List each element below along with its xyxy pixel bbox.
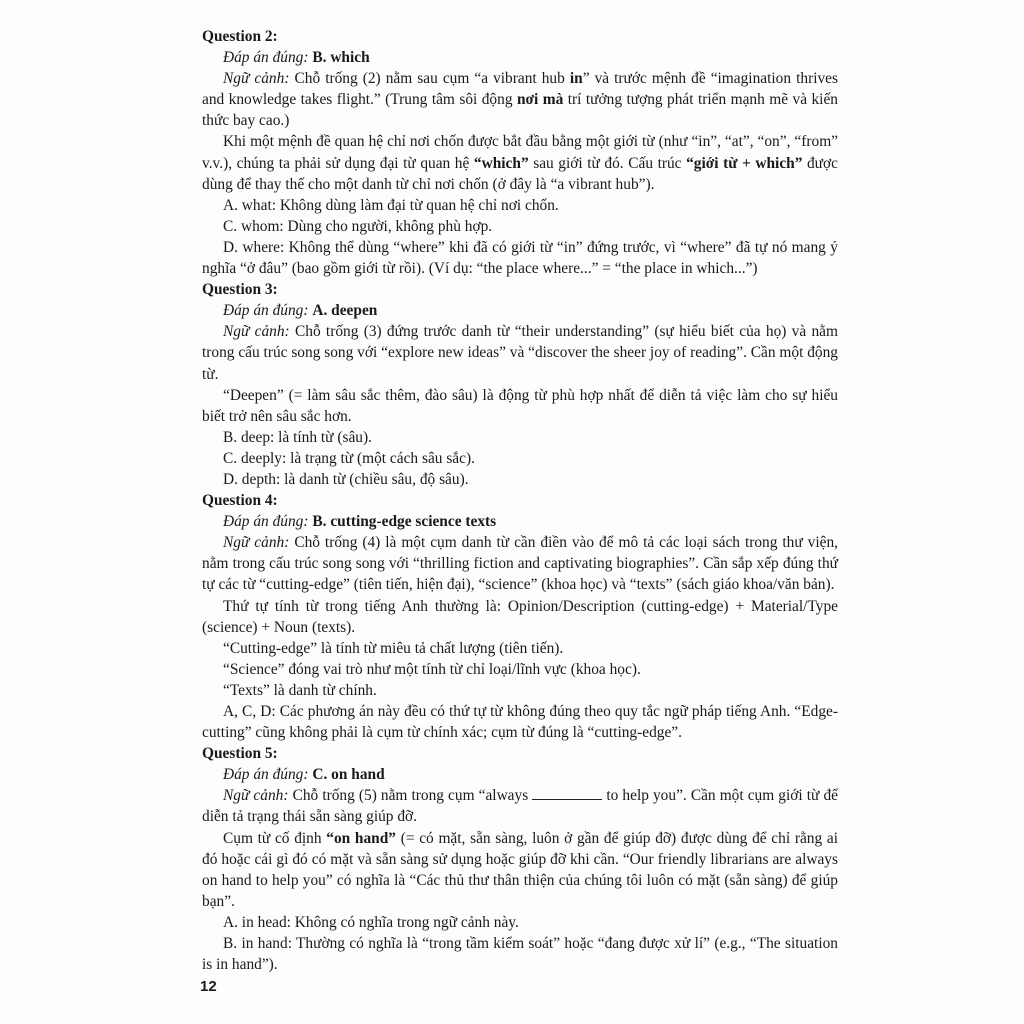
context-label: Ngữ cảnh:	[223, 534, 290, 552]
q2-explanation-paragraph	[202, 131, 838, 194]
context-label: Ngữ cảnh:	[223, 787, 289, 805]
q2-answer-line	[202, 47, 838, 68]
q5-explanation-paragraph	[202, 828, 838, 912]
q2-option-d: D. where: Không thể dùng “where” khi đã có giới từ “in” đứng trước, vì “where” đã tự nó mang ý nghĩa “ở đâu” (bao gồm giới từ rồi). (Ví dụ: “the place where...” = “the place in which...”)	[202, 238, 838, 278]
answer-label: Đáp án đúng:	[223, 513, 309, 531]
answer-label: Đáp án đúng:	[223, 766, 309, 784]
text-run: Chỗ trống (5) nằm trong cụm “always	[292, 787, 533, 805]
bold-run: in	[569, 70, 583, 88]
text-run: được dùng để thay thế cho một danh từ chỉ nơi chốn (ở đây là “a vibrant hub”).	[202, 154, 838, 193]
q5-option-a: A. in head: Không có nghĩa trong ngữ cảnh này.	[223, 913, 519, 931]
q5-option-b: B. in hand: Thường có nghĩa là “trong tầm kiểm soát” hoặc “đang được xử lí” (e.g., “The situation is in hand”).	[202, 935, 838, 974]
q3-answer-line	[202, 300, 838, 321]
answer-value: A. deepen	[312, 302, 378, 320]
q3-explanation-paragraph: “Deepen” (= làm sâu sắc thêm, đào sâu) là động từ phù hợp nhất để diễn tả việc làm cho sự hiểu biết trở nên sâu sắc hơn.	[202, 386, 838, 425]
q4-note-texts: “Texts” là danh từ chính.	[223, 681, 377, 699]
q2-option-a: A. what: Không dùng làm đại từ quan hệ chỉ nơi chốn.	[223, 196, 559, 214]
context-label: Ngữ cảnh:	[223, 323, 290, 341]
answer-label: Đáp án đúng:	[223, 49, 309, 67]
q4-note-science: “Science” đóng vai trò như một tính từ chỉ loại/lĩnh vực (khoa học).	[223, 660, 641, 678]
text-run: Chỗ trống (2) nằm sau cụm “a vibrant hub	[294, 70, 570, 88]
answer-label: Đáp án đúng:	[223, 302, 309, 320]
fill-in-blank	[532, 785, 602, 800]
text-run: trí tưởng tượng phát triển mạnh mẽ và kiến thức bay cao.)	[202, 91, 838, 130]
q2-context-paragraph	[202, 68, 838, 131]
page-content	[202, 26, 838, 975]
q4-options-acd: A, C, D: Các phương án này đều có thứ tự từ không đúng theo quy tắc ngữ pháp tiếng Anh. “Edge-cutting” cũng không phải là cụm từ chính xác; cụm từ đúng là “cutting-edge”.	[202, 703, 838, 742]
bold-run: “which”	[473, 154, 529, 172]
text-run: Chỗ trống (4) là một cụm danh từ cần điền vào để mô tả các loại sách trong thư viện, nằm trong cấu trúc song song với “thrilling fiction and captivating biographies”. Cần sắp xếp đúng thứ tự các từ “cutting-edge” (tiên tiến, hiện đại), “science” (khoa học) và “texts” (sách giáo khoa/văn bản).	[202, 534, 838, 594]
q4-context-paragraph	[202, 532, 838, 595]
q3-option-b: B. deep: là tính từ (sâu).	[223, 428, 372, 446]
text-run: Khi một mệnh đề quan hệ chỉ nơi chốn được bắt đầu bằng một giới từ (như “in”, “at”, “on”, “from” v.v.), chúng ta phải sử dụng đại từ quan hệ	[202, 133, 838, 172]
q5-context-paragraph	[202, 785, 838, 827]
q4-adjective-order-paragraph: Thứ tự tính từ trong tiếng Anh thường là: Opinion/Description (cutting-edge) + Material/Type (science) + Noun (texts).	[202, 597, 838, 636]
question-3-heading: Question 3:	[202, 281, 278, 299]
answer-value: B. which	[312, 49, 370, 67]
q3-context-paragraph	[202, 321, 838, 384]
bold-run: “giới từ + which”	[686, 154, 803, 172]
text-run: to help you”. Cần một cụm giới từ để diễn tả trạng thái sẵn sàng giúp đỡ.	[202, 787, 839, 826]
context-label: Ngữ cảnh:	[223, 70, 290, 88]
question-4-heading: Question 4:	[202, 492, 278, 510]
question-5-heading: Question 5:	[202, 745, 278, 763]
q4-answer-line	[202, 511, 838, 532]
answer-value: C. on hand	[312, 766, 385, 784]
q5-answer-line	[202, 764, 838, 785]
q3-option-c: C. deeply: là trạng từ (một cách sâu sắc).	[223, 449, 475, 467]
text-run: (= có mặt, sẵn sàng, luôn ở gần để giúp đỡ) được dùng để chỉ rằng ai đó hoặc cái gì đó có mặt và sẵn sàng sử dụng hoặc giúp đỡ khi cần. “Our friendly librarians are always on hand to help you” có nghĩa là “Các thủ thư thân thiện của chúng tôi luôn có mặt (sẵn sàng) để giúp bạn”.	[202, 829, 838, 910]
bold-run: “on hand”	[326, 829, 396, 847]
text-run: Cụm từ cố định	[223, 829, 327, 847]
q3-option-d: D. depth: là danh từ (chiều sâu, độ sâu).	[223, 470, 469, 488]
bold-run: nơi mà	[516, 91, 564, 109]
question-2-heading: Question 2:	[202, 28, 278, 45]
q2-option-c: C. whom: Dùng cho người, không phù hợp.	[223, 217, 493, 235]
q4-note-cutting-edge: “Cutting-edge” là tính từ miêu tả chất lượng (tiên tiến).	[223, 639, 564, 657]
text-run: sau giới từ đó. Cấu trúc	[528, 154, 687, 172]
answer-value: B. cutting-edge science texts	[312, 513, 497, 531]
text-run: ” và trước mệnh đề “imagination thrives and knowledge takes flight.” (Trung tâm sôi động	[202, 70, 838, 109]
page-number: 12	[200, 978, 217, 995]
text-run: Chỗ trống (3) đứng trước danh từ “their understanding” (sự hiểu biết của họ) và nằm trong cấu trúc song song với “explore new ideas” và “discover the sheer joy of reading”. Cần một động từ.	[202, 323, 838, 383]
